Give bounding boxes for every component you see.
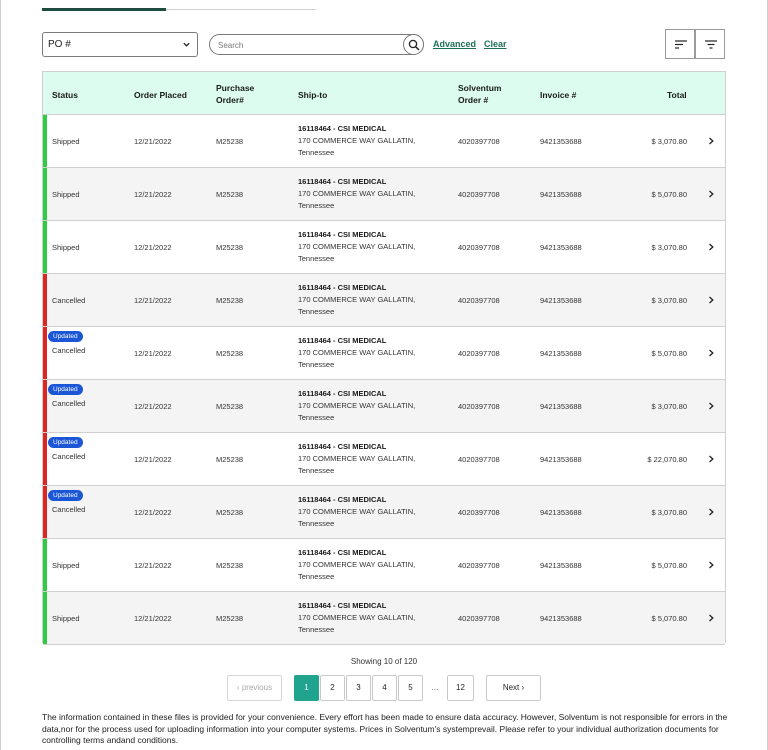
status-text: Cancelled <box>52 399 86 408</box>
status-indicator-bar <box>43 433 47 485</box>
order-total: $ 3,070.80 <box>651 296 687 305</box>
chevron-right-icon[interactable] <box>707 243 715 251</box>
ship-to-address <box>298 494 415 530</box>
invoice-number: 9421353688 <box>540 561 582 570</box>
ship-to-state: Tennessee <box>298 572 335 581</box>
solventum-order-number: 4020397708 <box>458 614 500 623</box>
table-row[interactable] <box>43 274 725 327</box>
ship-to-street: 170 COMMERCE WAY GALLATIN, <box>298 401 416 410</box>
header-total[interactable]: Total <box>667 90 687 100</box>
search-icon <box>408 39 420 51</box>
ship-to-street: 170 COMMERCE WAY GALLATIN, <box>298 189 416 198</box>
purchase-order-number: M25238 <box>216 349 244 358</box>
ship-to-name: 16118464 - CSI MEDICAL <box>298 124 387 133</box>
ship-to-street: 170 COMMERCE WAY GALLATIN, <box>298 613 416 622</box>
header-status[interactable]: Status <box>52 90 78 100</box>
order-total: $ 5,070.80 <box>651 561 687 570</box>
ship-to-address <box>298 282 415 318</box>
status-text: Shipped <box>52 137 80 146</box>
chevron-left-icon: ‹ <box>236 683 240 692</box>
order-total: $ 5,070.80 <box>651 614 687 623</box>
purchase-order-number: M25238 <box>216 561 244 570</box>
ship-to-state: Tennessee <box>298 413 335 422</box>
status-indicator-bar <box>43 327 47 379</box>
table-header <box>43 72 725 115</box>
status-text: Cancelled <box>52 505 86 514</box>
chevron-right-icon[interactable] <box>707 402 715 410</box>
sort-button[interactable] <box>665 29 695 59</box>
ship-to-address <box>298 547 415 583</box>
chevron-right-icon[interactable] <box>707 614 715 622</box>
previous-label: previous <box>241 683 273 692</box>
chevron-down-icon <box>182 40 191 49</box>
purchase-order-number: M25238 <box>216 614 244 623</box>
ship-to-state: Tennessee <box>298 519 335 528</box>
ship-to-name: 16118464 - CSI MEDICAL <box>298 389 387 398</box>
status-indicator-bar <box>43 274 47 326</box>
status-indicator-bar <box>43 539 47 591</box>
chevron-right-icon[interactable] <box>707 508 715 516</box>
ship-to-address <box>298 229 415 265</box>
ship-to-street: 170 COMMERCE WAY GALLATIN, <box>298 454 416 463</box>
header-order-placed[interactable]: Order Placed <box>134 90 187 100</box>
ship-to-state: Tennessee <box>298 307 335 316</box>
solventum-order-number: 4020397708 <box>458 455 500 464</box>
solventum-order-number: 4020397708 <box>458 137 500 146</box>
filter-field-value: PO # <box>48 39 71 50</box>
filter-button[interactable] <box>695 29 725 59</box>
purchase-order-number: M25238 <box>216 508 244 517</box>
order-total: $ 3,070.80 <box>651 243 687 252</box>
table-row[interactable] <box>43 380 725 433</box>
invoice-number: 9421353688 <box>540 455 582 464</box>
header-purchase-order[interactable] <box>216 82 254 106</box>
order-total: $ 3,070.80 <box>651 508 687 517</box>
status-text: Cancelled <box>52 452 86 461</box>
order-placed-date: 12/21/2022 <box>134 190 172 199</box>
orders-table <box>42 71 726 643</box>
order-placed-date: 12/21/2022 <box>134 402 172 411</box>
updated-badge: Updated <box>48 490 83 501</box>
search-input[interactable] <box>218 38 398 52</box>
purchase-order-number: M25238 <box>216 296 244 305</box>
tab-active-indicator <box>42 8 166 11</box>
page-button-2[interactable]: 2 <box>320 675 345 701</box>
ship-to-name: 16118464 - CSI MEDICAL <box>298 177 387 186</box>
table-row[interactable] <box>43 486 725 539</box>
order-placed-date: 12/21/2022 <box>134 296 172 305</box>
purchase-order-number: M25238 <box>216 137 244 146</box>
chevron-right-icon[interactable] <box>707 349 715 357</box>
ship-to-state: Tennessee <box>298 201 335 210</box>
order-total: $ 3,070.80 <box>651 402 687 411</box>
status-text: Shipped <box>52 614 80 623</box>
ship-to-address <box>298 441 415 477</box>
status-text: Cancelled <box>52 346 86 355</box>
invoice-number: 9421353688 <box>540 243 582 252</box>
purchase-order-number: M25238 <box>216 190 244 199</box>
order-placed-date: 12/21/2022 <box>134 508 172 517</box>
status-indicator-bar <box>43 380 47 432</box>
results-count: Showing 10 of 120 <box>350 657 418 666</box>
invoice-number: 9421353688 <box>540 614 582 623</box>
previous-page-button[interactable] <box>227 675 282 701</box>
search-box <box>209 34 424 55</box>
ship-to-street: 170 COMMERCE WAY GALLATIN, <box>298 348 416 357</box>
solventum-order-number: 4020397708 <box>458 190 500 199</box>
order-placed-date: 12/21/2022 <box>134 243 172 252</box>
page-button-1[interactable]: 1 <box>294 675 319 701</box>
header-solventum-order[interactable] <box>458 82 501 106</box>
ship-to-state: Tennessee <box>298 625 335 634</box>
ship-to-state: Tennessee <box>298 254 335 263</box>
header-ship-to[interactable]: Ship-to <box>298 90 328 100</box>
invoice-number: 9421353688 <box>540 190 582 199</box>
chevron-right-icon[interactable] <box>707 561 715 569</box>
invoice-number: 9421353688 <box>540 508 582 517</box>
header-purchase-order-line2: Order# <box>216 95 244 105</box>
order-placed-date: 12/21/2022 <box>134 349 172 358</box>
page-button-3[interactable]: 3 <box>346 675 371 701</box>
header-purchase-order-line1: Purchase <box>216 83 255 93</box>
status-indicator-bar <box>43 115 47 167</box>
solventum-order-number: 4020397708 <box>458 296 500 305</box>
advanced-search-link[interactable]: Advanced <box>433 39 477 49</box>
ship-to-address <box>298 388 415 424</box>
solventum-order-number: 4020397708 <box>458 561 500 570</box>
search-button[interactable] <box>403 34 424 55</box>
ship-to-address <box>298 123 415 159</box>
table-row[interactable] <box>43 115 725 168</box>
table-row[interactable] <box>43 433 725 486</box>
ship-to-name: 16118464 - CSI MEDICAL <box>298 548 387 557</box>
order-total: $ 5,070.80 <box>651 190 687 199</box>
invoice-number: 9421353688 <box>540 137 582 146</box>
purchase-order-number: M25238 <box>216 455 244 464</box>
order-placed-date: 12/21/2022 <box>134 614 172 623</box>
ship-to-state: Tennessee <box>298 148 335 157</box>
ship-to-address <box>298 600 415 636</box>
page-button-last[interactable]: 12 <box>447 675 474 701</box>
solventum-order-number: 4020397708 <box>458 402 500 411</box>
purchase-order-number: M25238 <box>216 243 244 252</box>
next-label: Next <box>502 683 520 692</box>
ship-to-name: 16118464 - CSI MEDICAL <box>298 336 387 345</box>
table-row[interactable] <box>43 539 725 592</box>
ship-to-name: 16118464 - CSI MEDICAL <box>298 601 387 610</box>
purchase-order-number: M25238 <box>216 402 244 411</box>
header-invoice[interactable]: Invoice # <box>540 90 577 100</box>
ship-to-state: Tennessee <box>298 360 335 369</box>
ship-to-name: 16118464 - CSI MEDICAL <box>298 283 387 292</box>
chevron-right-icon[interactable] <box>707 296 715 304</box>
ship-to-street: 170 COMMERCE WAY GALLATIN, <box>298 136 416 145</box>
order-placed-date: 12/21/2022 <box>134 137 172 146</box>
ship-to-name: 16118464 - CSI MEDICAL <box>298 230 387 239</box>
filter-icon <box>704 39 718 50</box>
updated-badge: Updated <box>48 437 83 448</box>
next-page-button[interactable] <box>486 675 541 701</box>
filter-field-select[interactable] <box>42 32 198 57</box>
solventum-order-number: 4020397708 <box>458 508 500 517</box>
order-total: $ 22,070.80 <box>647 455 687 464</box>
ship-to-address <box>298 176 415 212</box>
table-row[interactable] <box>43 592 725 645</box>
page-button-5[interactable]: 5 <box>398 675 423 701</box>
table-row[interactable] <box>43 221 725 274</box>
sort-icon <box>674 39 688 50</box>
chevron-right-icon[interactable] <box>707 137 715 145</box>
status-text: Shipped <box>52 243 80 252</box>
order-placed-date: 12/21/2022 <box>134 455 172 464</box>
order-placed-date: 12/21/2022 <box>134 561 172 570</box>
order-total: $ 5,070.80 <box>651 349 687 358</box>
solventum-order-number: 4020397708 <box>458 349 500 358</box>
solventum-order-number: 4020397708 <box>458 243 500 252</box>
ship-to-street: 170 COMMERCE WAY GALLATIN, <box>298 295 416 304</box>
header-solventum-order-line1: Solventum <box>458 83 502 93</box>
ship-to-street: 170 COMMERCE WAY GALLATIN, <box>298 560 416 569</box>
status-indicator-bar <box>43 168 47 220</box>
ship-to-name: 16118464 - CSI MEDICAL <box>298 495 387 504</box>
invoice-number: 9421353688 <box>540 296 582 305</box>
clear-search-link[interactable]: Clear <box>484 39 507 49</box>
tab-strip[interactable] <box>42 0 316 12</box>
updated-badge: Updated <box>48 384 83 395</box>
status-text: Shipped <box>52 190 80 199</box>
disclaimer-text: The information contained in these files is provided for your convenience. Every effort has been made to ensure data accuracy. However, Solventum is not responsible for errors in the data,nor for the process used for uploading information into your computer systems. Prices in Solventum's systemprevail. Please refer to your individual authorization documents for controlling terms andand conditions. <box>42 712 728 745</box>
order-total: $ 3,070.80 <box>651 137 687 146</box>
status-text: Shipped <box>52 561 80 570</box>
updated-badge: Updated <box>48 331 83 342</box>
pagination-ellipsis: ... <box>431 683 439 692</box>
header-solventum-order-line2: Order # <box>458 95 489 105</box>
chevron-right-icon: › <box>521 683 525 692</box>
ship-to-address <box>298 335 415 371</box>
ship-to-name: 16118464 - CSI MEDICAL <box>298 442 387 451</box>
status-text: Cancelled <box>52 296 86 305</box>
ship-to-street: 170 COMMERCE WAY GALLATIN, <box>298 507 416 516</box>
ship-to-state: Tennessee <box>298 466 335 475</box>
ship-to-street: 170 COMMERCE WAY GALLATIN, <box>298 242 416 251</box>
chevron-right-icon[interactable] <box>707 455 715 463</box>
table-row[interactable] <box>43 327 725 380</box>
invoice-number: 9421353688 <box>540 349 582 358</box>
page-button-4[interactable]: 4 <box>372 675 397 701</box>
status-indicator-bar <box>43 221 47 273</box>
status-indicator-bar <box>43 486 47 538</box>
table-row[interactable] <box>43 168 725 221</box>
chevron-right-icon[interactable] <box>707 190 715 198</box>
status-indicator-bar <box>43 592 47 644</box>
invoice-number: 9421353688 <box>540 402 582 411</box>
